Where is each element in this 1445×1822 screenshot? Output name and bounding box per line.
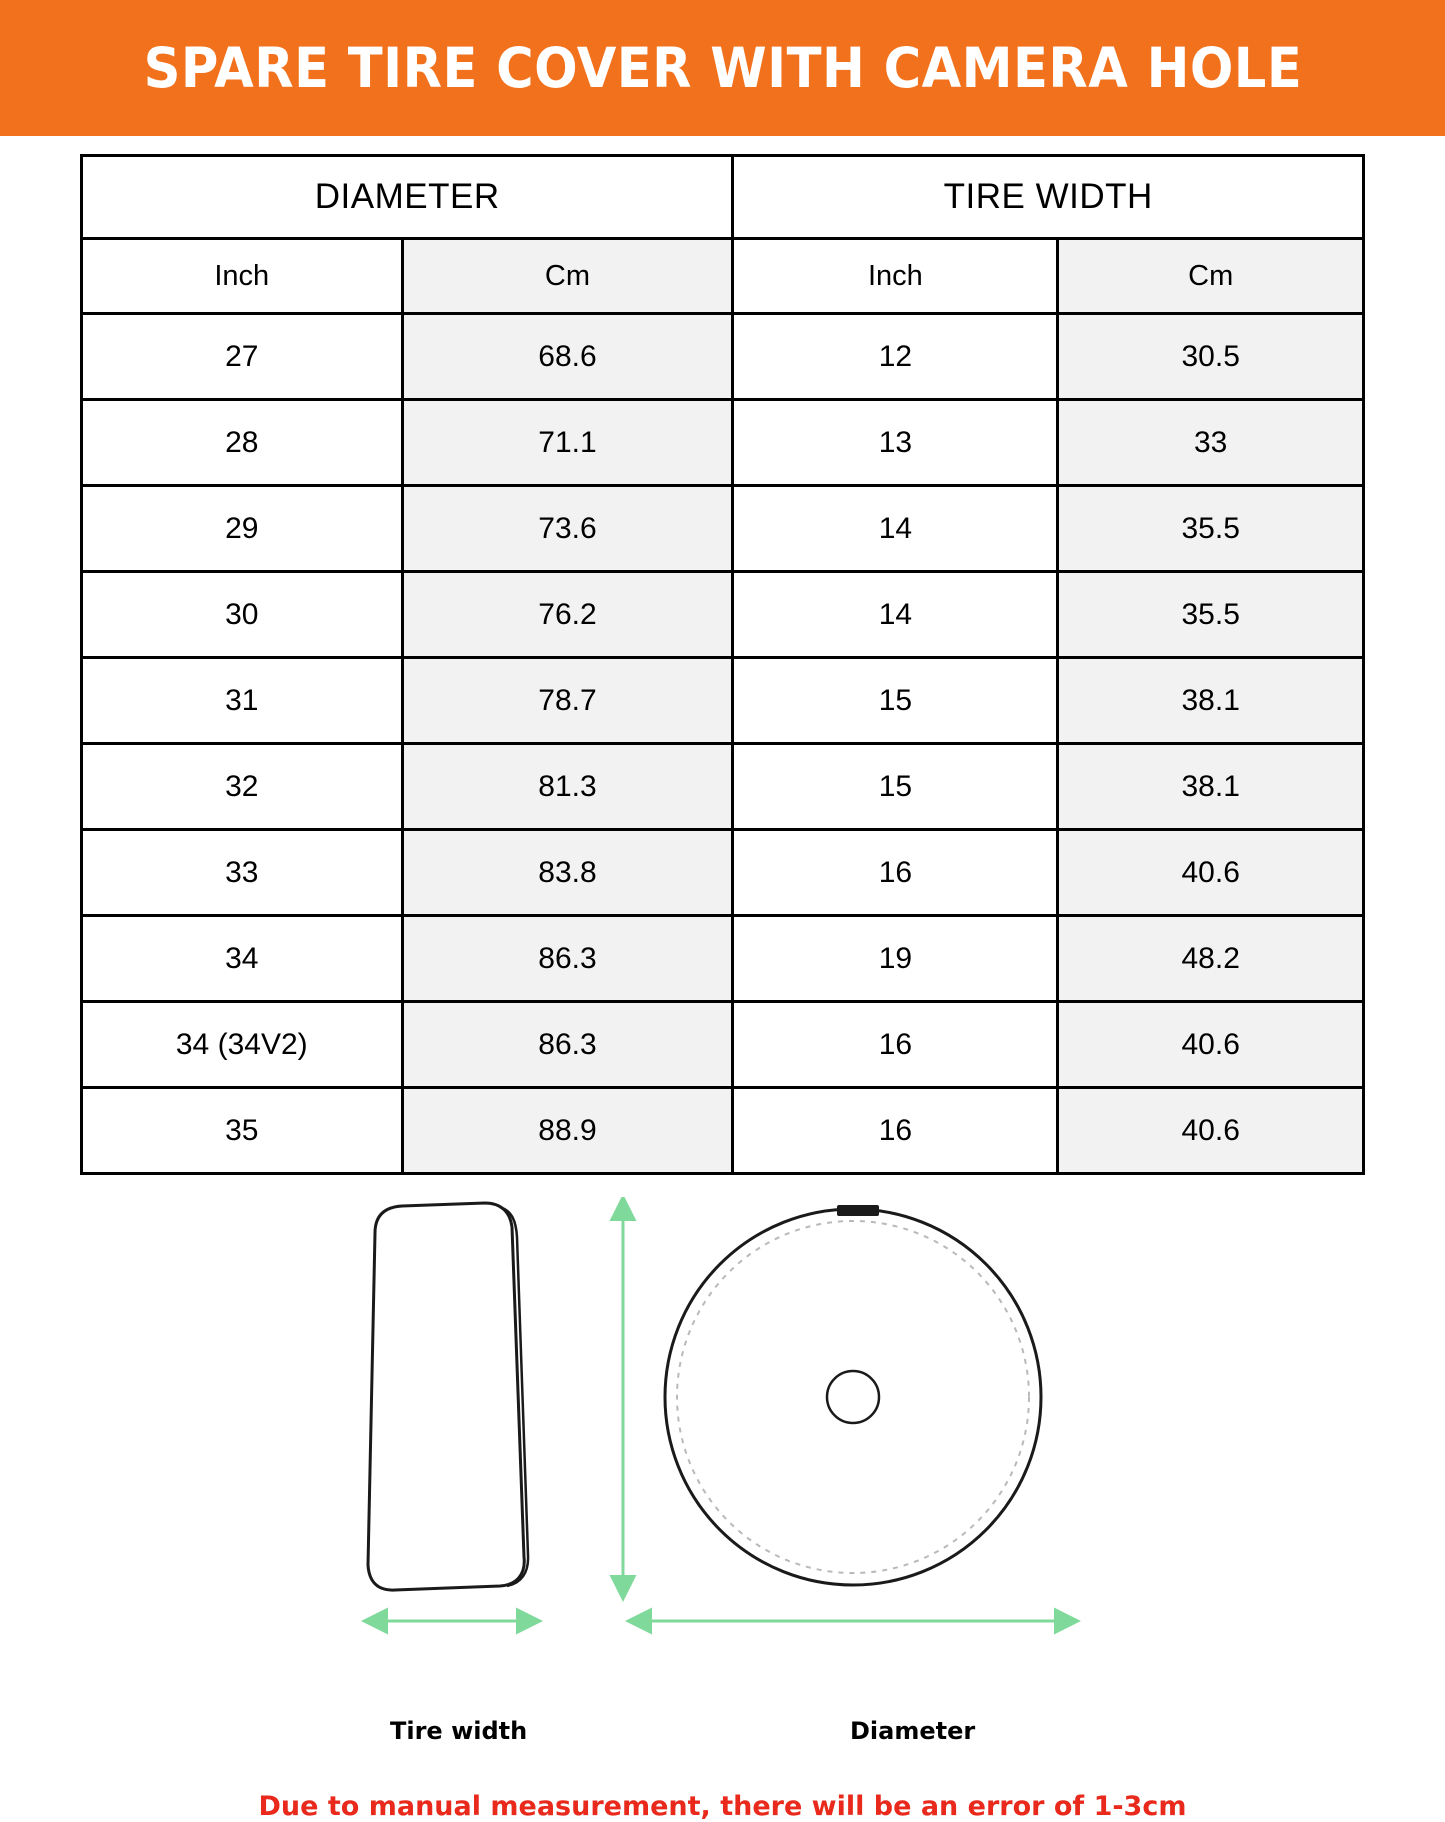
group-header-tire-width: TIRE WIDTH (733, 156, 1364, 239)
table-row (82, 744, 1364, 830)
table-row (82, 916, 1364, 1002)
cell-diameter-cm: 76.2 (402, 572, 733, 658)
cell-diameter-cm: 88.9 (402, 1088, 733, 1174)
cell-width-inch: 14 (733, 486, 1058, 572)
cell-width-inch: 16 (733, 830, 1058, 916)
table-row (82, 1002, 1364, 1088)
cell-width-inch: 13 (733, 400, 1058, 486)
cell-diameter-inch: 35 (82, 1088, 403, 1174)
cover-side-view (368, 1203, 528, 1590)
table-row (82, 400, 1364, 486)
measurement-disclaimer: Due to manual measurement, there will be an error of 1-3cm (258, 1791, 1187, 1822)
cell-width-cm: 40.6 (1058, 830, 1364, 916)
table-row (82, 572, 1364, 658)
table-group-header-row (82, 156, 1364, 239)
cell-width-inch: 19 (733, 916, 1058, 1002)
tire-width-caption: Tire width (390, 1717, 528, 1745)
page-title: SPARE TIRE COVER WITH CAMERA HOLE (143, 36, 1302, 100)
diagram-svg (80, 1197, 1365, 1717)
size-table (80, 154, 1365, 1175)
cell-diameter-inch: 34 (82, 916, 403, 1002)
cell-width-inch: 14 (733, 572, 1058, 658)
group-header-diameter: DIAMETER (82, 156, 733, 239)
cell-diameter-inch: 33 (82, 830, 403, 916)
size-table-container (80, 154, 1365, 1175)
cell-diameter-cm: 83.8 (402, 830, 733, 916)
cell-width-inch: 16 (733, 1088, 1058, 1174)
cell-diameter-inch: 31 (82, 658, 403, 744)
cell-diameter-inch: 27 (82, 314, 403, 400)
table-row (82, 1088, 1364, 1174)
cell-diameter-cm: 78.7 (402, 658, 733, 744)
table-row (82, 314, 1364, 400)
table-row (82, 486, 1364, 572)
table-row (82, 830, 1364, 916)
cell-width-cm: 40.6 (1058, 1088, 1364, 1174)
cell-width-inch: 15 (733, 744, 1058, 830)
cell-width-cm: 38.1 (1058, 744, 1364, 830)
diagram-captions (80, 1717, 1365, 1757)
cell-width-inch: 15 (733, 658, 1058, 744)
sub-header-diameter-cm: Cm (402, 239, 733, 314)
cell-diameter-inch: 30 (82, 572, 403, 658)
cell-width-inch: 16 (733, 1002, 1058, 1088)
cell-width-cm: 33 (1058, 400, 1364, 486)
cell-diameter-cm: 86.3 (402, 916, 733, 1002)
cell-diameter-cm: 68.6 (402, 314, 733, 400)
table-sub-header-row (82, 239, 1364, 314)
cell-width-cm: 38.1 (1058, 658, 1364, 744)
header-banner (0, 0, 1445, 136)
cell-width-cm: 48.2 (1058, 916, 1364, 1002)
table-row (82, 658, 1364, 744)
cell-diameter-cm: 86.3 (402, 1002, 733, 1088)
cell-width-cm: 30.5 (1058, 314, 1364, 400)
cell-width-cm: 35.5 (1058, 486, 1364, 572)
cell-diameter-inch: 32 (82, 744, 403, 830)
camera-hole-icon (827, 1371, 879, 1423)
cell-diameter-inch: 34 (34V2) (82, 1002, 403, 1088)
measurement-diagram (80, 1197, 1365, 1717)
cover-front-view (665, 1205, 1041, 1585)
cell-diameter-inch: 29 (82, 486, 403, 572)
cell-width-cm: 40.6 (1058, 1002, 1364, 1088)
cell-diameter-cm: 71.1 (402, 400, 733, 486)
diameter-caption: Diameter (850, 1717, 976, 1745)
sub-header-diameter-inch: Inch (82, 239, 403, 314)
cell-diameter-cm: 81.3 (402, 744, 733, 830)
sub-header-width-inch: Inch (733, 239, 1058, 314)
cell-width-cm: 35.5 (1058, 572, 1364, 658)
cell-diameter-inch: 28 (82, 400, 403, 486)
camera-slot-icon (837, 1205, 879, 1216)
sub-header-width-cm: Cm (1058, 239, 1364, 314)
cell-width-inch: 12 (733, 314, 1058, 400)
cell-diameter-cm: 73.6 (402, 486, 733, 572)
